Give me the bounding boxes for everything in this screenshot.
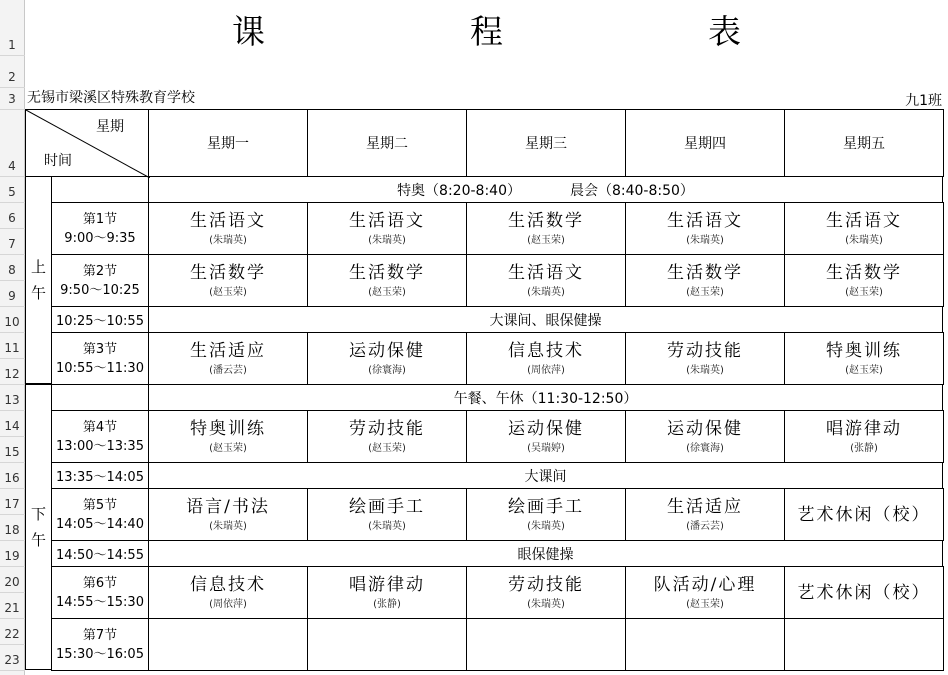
period-5-day3-course[interactable]	[466, 488, 626, 541]
row-divider	[0, 280, 25, 281]
course-teacher: (朱瑞英)	[368, 520, 406, 532]
row-number[interactable]: 7	[8, 237, 16, 251]
row-header-strip	[0, 0, 25, 675]
row-number[interactable]: 19	[4, 549, 20, 563]
afternoon-label-cell	[25, 384, 52, 670]
row-number[interactable]: 3	[8, 92, 16, 106]
course-name: 艺术休闲（校）	[797, 582, 931, 603]
course-name: 劳动技能	[667, 340, 743, 361]
period-3-day4-course[interactable]	[625, 332, 785, 385]
break-row-1-time: 10:25～10:55	[56, 314, 144, 329]
course-teacher: (吴瑞婷)	[527, 442, 565, 454]
course-teacher: (赵玉荣)	[209, 286, 247, 298]
course-teacher: (朱瑞英)	[368, 234, 406, 246]
course-name: 生活适应	[667, 496, 743, 517]
period-4-time: 13:00～13:35	[56, 438, 144, 454]
course-name: 生活数学	[667, 262, 743, 283]
period-2-day4-course[interactable]	[625, 254, 785, 307]
period-2-day5-course[interactable]	[784, 254, 944, 307]
course-teacher: (朱瑞英)	[209, 520, 247, 532]
eye-exercise-row-time: 14:50～14:55	[56, 548, 144, 563]
period-5-time: 14:05～14:40	[56, 516, 144, 532]
period-4-day1-course[interactable]	[148, 410, 308, 463]
period-1-time: 9:00～9:35	[64, 230, 136, 246]
period-3-day1-course[interactable]	[148, 332, 308, 385]
day-header-label: 星期四	[684, 136, 726, 152]
row-divider	[0, 358, 25, 359]
course-name: 生活数学	[826, 262, 902, 283]
period-4-day5-course[interactable]	[784, 410, 944, 463]
period-4-day2-course[interactable]	[307, 410, 467, 463]
row-number[interactable]: 5	[8, 185, 16, 199]
course-name: 生活语文	[190, 210, 266, 231]
row-number[interactable]: 12	[4, 367, 20, 381]
course-teacher: (赵玉荣)	[527, 234, 565, 246]
day-header-3	[466, 109, 626, 177]
row-divider	[0, 462, 25, 463]
course-name: 唱游律动	[826, 418, 902, 439]
row-divider	[0, 228, 25, 229]
break-row-1-time-cell	[51, 306, 149, 333]
period-1-day5-course[interactable]	[784, 202, 944, 255]
course-teacher: (朱瑞英)	[527, 520, 565, 532]
morning-label-cell	[25, 176, 52, 384]
period-1-label-cell	[51, 202, 149, 255]
break-row-1-text: 大课间、眼保健操	[489, 312, 602, 329]
course-teacher: (潘云芸)	[209, 364, 247, 376]
period-6-day1-course[interactable]	[148, 566, 308, 619]
course-teacher: (周依萍)	[527, 364, 565, 376]
morning-assembly-row-text: 特奥（8:20-8:40） 晨会（8:40-8:50）	[397, 182, 694, 199]
course-name: 特奥训练	[826, 340, 902, 361]
row-number[interactable]: 2	[8, 70, 16, 84]
course-name: 生活语文	[349, 210, 425, 231]
period-4-day4-course[interactable]	[625, 410, 785, 463]
row-divider	[0, 202, 25, 203]
row-divider	[0, 592, 25, 593]
row-number[interactable]: 6	[8, 211, 16, 225]
row-divider	[0, 670, 25, 671]
row-number[interactable]: 8	[8, 263, 16, 277]
period-7-day3-course[interactable]	[466, 618, 626, 671]
period-4-day3-course[interactable]	[466, 410, 626, 463]
row-divider	[0, 332, 25, 333]
row-number[interactable]: 1	[8, 38, 16, 52]
row-number[interactable]: 20	[4, 575, 20, 589]
course-name: 信息技术	[190, 574, 266, 595]
lunch-row-text: 午餐、午休（11:30-12:50）	[453, 390, 638, 407]
course-name: 生活语文	[826, 210, 902, 231]
eye-exercise-row-cell	[148, 540, 943, 567]
course-teacher: (朱瑞英)	[527, 286, 565, 298]
period-7-day4-course[interactable]	[625, 618, 785, 671]
period-3-day5-course[interactable]	[784, 332, 944, 385]
corner-week-label: 星期	[96, 119, 124, 135]
course-teacher: (朱瑞英)	[686, 364, 724, 376]
row-divider	[0, 87, 25, 88]
timetable	[25, 109, 943, 670]
period-3-time: 10:55～11:30	[56, 360, 144, 376]
period-6-day2-course[interactable]	[307, 566, 467, 619]
course-teacher: (徐寰海)	[368, 364, 406, 376]
course-name: 生活适应	[190, 340, 266, 361]
break-row-1-cell	[148, 306, 943, 333]
row-number[interactable]: 10	[4, 315, 20, 329]
course-name: 劳动技能	[508, 574, 584, 595]
course-teacher: (赵玉荣)	[209, 442, 247, 454]
row-number[interactable]: 4	[8, 159, 16, 173]
course-name: 唱游律动	[349, 574, 425, 595]
period-4-label-cell	[51, 410, 149, 463]
course-teacher: (赵玉荣)	[845, 364, 883, 376]
row-divider	[0, 436, 25, 437]
course-name: 生活数学	[349, 262, 425, 283]
course-teacher: (徐寰海)	[686, 442, 724, 454]
row-number[interactable]: 13	[4, 393, 20, 407]
period-7-name: 第7节	[82, 627, 118, 643]
day-header-label: 星期三	[525, 136, 567, 152]
course-teacher: (赵玉荣)	[368, 442, 406, 454]
period-1-day1-course[interactable]	[148, 202, 308, 255]
break-row-2-cell	[148, 462, 943, 489]
row-divider	[0, 384, 25, 385]
course-name: 运动保健	[667, 418, 743, 439]
period-7-day2-course[interactable]	[307, 618, 467, 671]
course-name: 绘画手工	[349, 496, 425, 517]
morning-char: 上	[30, 258, 46, 276]
row-divider	[0, 254, 25, 255]
afternoon-char: 下	[30, 505, 46, 523]
period-6-day5-course[interactable]	[784, 566, 944, 619]
eye-exercise-row-time-cell	[51, 540, 149, 567]
lunch-row-time-cell	[51, 384, 149, 411]
class-name: 九1班	[905, 93, 942, 109]
course-teacher: (张静)	[850, 442, 878, 454]
course-name: 信息技术	[508, 340, 584, 361]
course-name: 语言/书法	[186, 496, 270, 517]
course-name: 队活动/心理	[653, 574, 757, 595]
morning-assembly-row-cell	[148, 176, 943, 203]
page-title: 课 程 表	[232, 12, 827, 51]
period-2-time: 9:50～10:25	[60, 282, 140, 298]
period-5-day1-course[interactable]	[148, 488, 308, 541]
period-3-day3-course[interactable]	[466, 332, 626, 385]
row-number[interactable]: 14	[4, 419, 20, 433]
row-divider	[0, 109, 25, 110]
period-1-name: 第1节	[82, 211, 118, 227]
period-6-day3-course[interactable]	[466, 566, 626, 619]
course-name: 生活数学	[508, 210, 584, 231]
course-teacher: (张静)	[373, 598, 401, 610]
day-header-4	[625, 109, 785, 177]
afternoon-char: 午	[30, 531, 46, 549]
course-name: 绘画手工	[508, 496, 584, 517]
row-number[interactable]: 23	[4, 653, 20, 667]
row-divider	[0, 514, 25, 515]
course-teacher: (赵玉荣)	[368, 286, 406, 298]
header-corner-cell	[25, 109, 149, 177]
period-3-label-cell	[51, 332, 149, 385]
row-number[interactable]: 11	[4, 341, 20, 355]
course-name: 艺术休闲（校）	[797, 504, 931, 525]
morning-char: 午	[30, 284, 46, 302]
course-teacher: (朱瑞英)	[527, 598, 565, 610]
row-number[interactable]: 17	[4, 497, 20, 511]
period-3-name: 第3节	[82, 341, 118, 357]
period-5-day4-course[interactable]	[625, 488, 785, 541]
course-teacher: (朱瑞英)	[845, 234, 883, 246]
row-number[interactable]: 9	[8, 289, 16, 303]
day-header-label: 星期二	[366, 136, 408, 152]
course-name: 运动保健	[349, 340, 425, 361]
day-header-label: 星期五	[843, 136, 885, 152]
course-name: 生活语文	[508, 262, 584, 283]
period-2-label-cell	[51, 254, 149, 307]
row-divider	[0, 566, 25, 567]
period-5-day2-course[interactable]	[307, 488, 467, 541]
row-divider	[0, 176, 25, 177]
period-6-label-cell	[51, 566, 149, 619]
period-3-day2-course[interactable]	[307, 332, 467, 385]
period-5-day5-course[interactable]	[784, 488, 944, 541]
break-row-2-text: 大课间	[524, 468, 567, 485]
course-teacher: (潘云芸)	[686, 520, 724, 532]
school-name: 无锡市梁溪区特殊教育学校	[27, 90, 195, 106]
period-1-day3-course[interactable]	[466, 202, 626, 255]
day-header-2	[307, 109, 467, 177]
period-6-time: 14:55～15:30	[56, 594, 144, 610]
row-number[interactable]: 16	[4, 471, 20, 485]
row-divider	[0, 55, 25, 56]
row-divider	[0, 618, 25, 619]
period-2-name: 第2节	[82, 263, 118, 279]
period-7-day1-course[interactable]	[148, 618, 308, 671]
morning-assembly-row-time-cell	[51, 176, 149, 203]
break-row-2-time-cell	[51, 462, 149, 489]
row-divider	[0, 540, 25, 541]
period-1-day4-course[interactable]	[625, 202, 785, 255]
day-header-label: 星期一	[207, 136, 249, 152]
row-divider	[0, 306, 25, 307]
row-number[interactable]: 21	[4, 601, 20, 615]
period-5-label-cell	[51, 488, 149, 541]
course-name: 生活数学	[190, 262, 266, 283]
course-teacher: (赵玉荣)	[686, 286, 724, 298]
period-7-day5-course[interactable]	[784, 618, 944, 671]
period-5-name: 第5节	[82, 497, 118, 513]
period-7-label-cell	[51, 618, 149, 671]
lunch-row-cell	[148, 384, 943, 411]
row-divider	[0, 410, 25, 411]
row-divider	[0, 644, 25, 645]
day-header-1	[148, 109, 308, 177]
course-name: 特奥训练	[190, 418, 266, 439]
course-name: 运动保健	[508, 418, 584, 439]
period-2-day2-course[interactable]	[307, 254, 467, 307]
break-row-2-time: 13:35～14:05	[56, 470, 144, 485]
course-teacher: (朱瑞英)	[209, 234, 247, 246]
row-number[interactable]: 22	[4, 627, 20, 641]
course-teacher: (朱瑞英)	[686, 234, 724, 246]
period-6-day4-course[interactable]	[625, 566, 785, 619]
period-1-day2-course[interactable]	[307, 202, 467, 255]
course-teacher: (周依萍)	[209, 598, 247, 610]
row-number[interactable]: 15	[4, 445, 20, 459]
course-name: 生活语文	[667, 210, 743, 231]
row-number[interactable]: 18	[4, 523, 20, 537]
course-teacher: (赵玉荣)	[845, 286, 883, 298]
course-name: 劳动技能	[349, 418, 425, 439]
period-2-day1-course[interactable]	[148, 254, 308, 307]
period-6-name: 第6节	[82, 575, 118, 591]
period-2-day3-course[interactable]	[466, 254, 626, 307]
corner-time-label: 时间	[44, 153, 72, 169]
course-teacher: (赵玉荣)	[686, 598, 724, 610]
period-4-name: 第4节	[82, 419, 118, 435]
period-7-time: 15:30～16:05	[56, 646, 144, 662]
day-header-5	[784, 109, 944, 177]
row-divider	[0, 488, 25, 489]
eye-exercise-row-text: 眼保健操	[517, 546, 574, 563]
